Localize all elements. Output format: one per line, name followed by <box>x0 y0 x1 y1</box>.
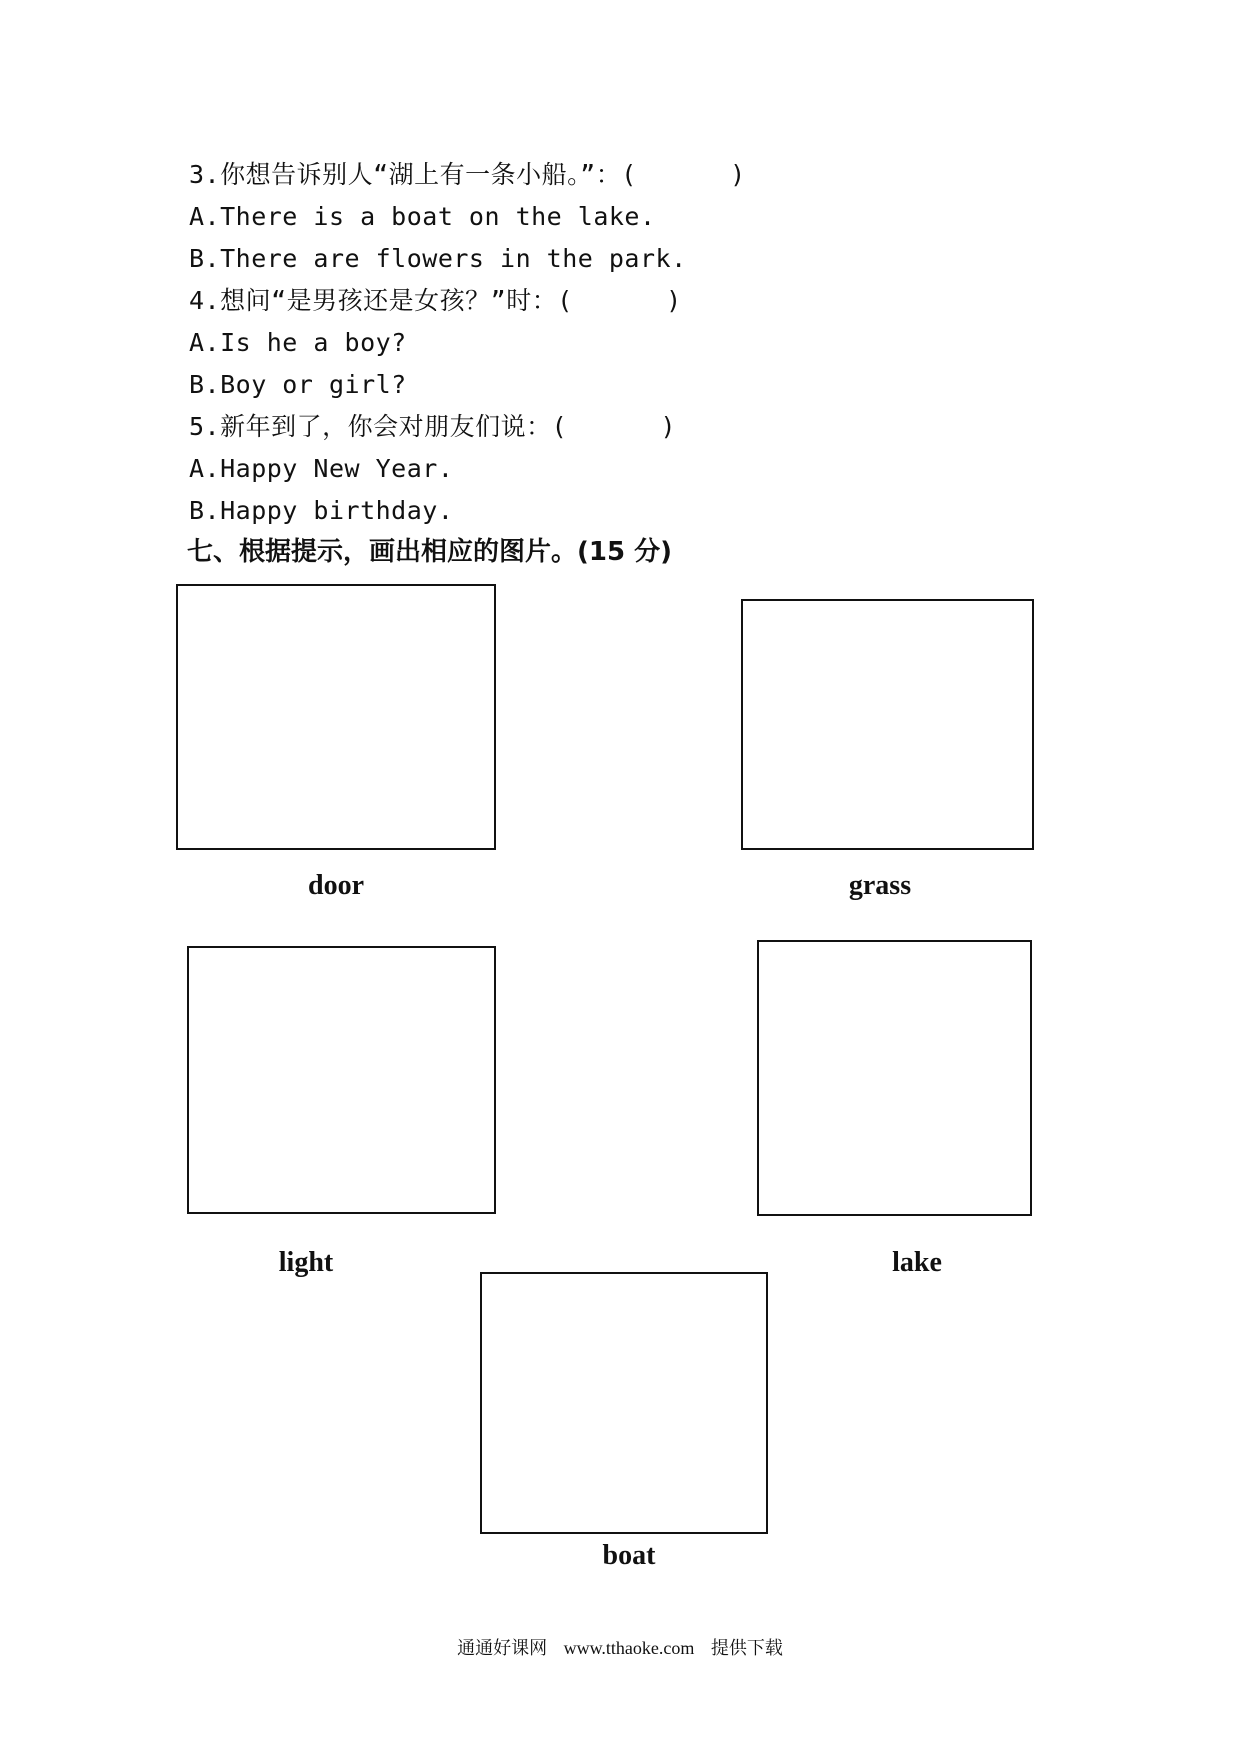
question-4-prompt: 4.想问“是男孩还是女孩？”时：( ) <box>189 286 682 315</box>
drawing-box-grass[interactable] <box>741 599 1034 850</box>
drawing-box-light[interactable] <box>187 946 496 1214</box>
section-7-title: 七、根据提示，画出相应的图片。(15 分) <box>187 537 672 567</box>
label-grass: grass <box>848 870 912 901</box>
label-light: light <box>278 1247 334 1278</box>
footer-url[interactable]: www.tthaoke.com <box>563 1638 695 1658</box>
question-3-prompt: 3.你想告诉别人“湖上有一条小船。”：( ) <box>189 160 746 189</box>
drawing-box-boat[interactable] <box>480 1272 768 1534</box>
footer-note: 提供下载 <box>710 1638 783 1658</box>
drawing-box-door[interactable] <box>176 584 496 850</box>
drawing-box-lake[interactable] <box>757 940 1032 1216</box>
footer-site-name: 通通好课网 <box>457 1638 548 1658</box>
label-door: door <box>308 870 364 901</box>
page-footer <box>0 1636 1240 1660</box>
question-3-option-b: B.There are flowers in the park. <box>189 244 687 273</box>
question-3-option-a: A.There is a boat on the lake. <box>189 202 656 231</box>
question-5-option-a: A.Happy New Year. <box>189 454 454 483</box>
question-5-option-b: B.Happy birthday. <box>189 496 454 525</box>
label-boat: boat <box>602 1540 656 1571</box>
question-5-prompt: 5.新年到了，你会对朋友们说：( ) <box>189 412 677 441</box>
question-4-option-b: B.Boy or girl? <box>189 370 407 399</box>
label-lake: lake <box>892 1247 942 1278</box>
question-4-option-a: A.Is he a boy? <box>189 328 407 357</box>
